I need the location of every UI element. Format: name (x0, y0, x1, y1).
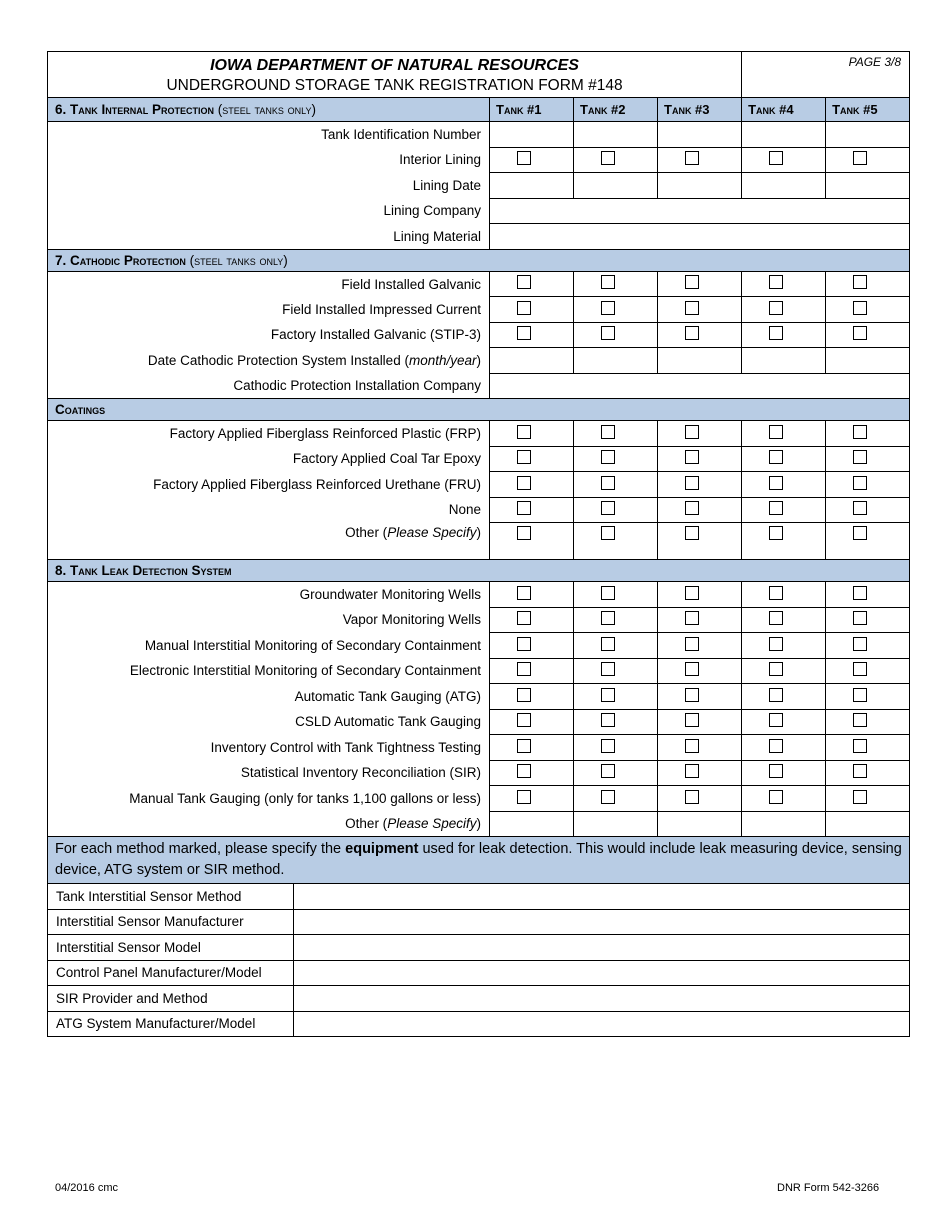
tank-id-label: Tank Identification Number (48, 122, 490, 148)
leak-method-3-checkbox[interactable] (769, 637, 783, 651)
coatings-rows (48, 421, 910, 523)
lining-date-field[interactable] (742, 173, 826, 199)
coating-4-checkbox[interactable] (769, 501, 783, 515)
coating-4-checkbox[interactable] (601, 501, 615, 515)
interior-lining-checkbox[interactable] (601, 151, 615, 165)
cathodic-1-checkbox[interactable] (769, 275, 783, 289)
equipment-row (48, 884, 910, 910)
leak-method-1-row (48, 582, 910, 608)
equipment-field[interactable] (294, 1011, 910, 1037)
cathodic-company-field[interactable] (490, 373, 910, 399)
coating-3-checkbox[interactable] (601, 476, 615, 490)
coatings-other-checkbox[interactable] (769, 526, 783, 540)
cathodic-company-row (48, 373, 910, 399)
cathodic-date-field[interactable] (826, 348, 910, 374)
tank-id-field[interactable] (742, 122, 826, 148)
coating-3-checkbox[interactable] (769, 476, 783, 490)
lining-material-field[interactable] (490, 224, 910, 250)
leak-method-5-row (48, 684, 910, 710)
leak-method-7-checkbox[interactable] (853, 739, 867, 753)
registration-form (47, 51, 909, 1037)
lining-material-label: Lining Material (48, 224, 490, 250)
tank-id-field[interactable] (574, 122, 658, 148)
tank-3-header: Tank #3 (658, 98, 742, 122)
equipment-field[interactable] (294, 960, 910, 986)
coatings-other-label: Other (Please Specify) (48, 523, 490, 560)
form-header (48, 52, 742, 98)
lining-date-field[interactable] (658, 173, 742, 199)
cathodic-3-row (48, 322, 910, 348)
leak-method-4-checkbox[interactable] (853, 662, 867, 676)
equipment-label: Tank Interstitial Sensor Method (48, 884, 294, 910)
equipment-row (48, 1011, 910, 1037)
tank-4-header: Tank #4 (742, 98, 826, 122)
lining-company-field[interactable] (490, 198, 910, 224)
leak-method-5-label: Automatic Tank Gauging (ATG) (48, 684, 490, 710)
coatings-other-checkbox[interactable] (853, 526, 867, 540)
leak-method-6-checkbox[interactable] (769, 713, 783, 727)
tank-id-row (48, 122, 910, 148)
leak-method-7-label: Inventory Control with Tank Tightness Testing (48, 735, 490, 761)
equipment-label: SIR Provider and Method (48, 986, 294, 1012)
leak-method-5-checkbox[interactable] (601, 688, 615, 702)
cathodic-2-row (48, 297, 910, 323)
leak-method-6-checkbox[interactable] (853, 713, 867, 727)
leak-method-8-checkbox[interactable] (601, 764, 615, 778)
leak-method-3-checkbox[interactable] (853, 637, 867, 651)
leak-method-2-row (48, 607, 910, 633)
leak-method-9-checkbox[interactable] (769, 790, 783, 804)
coatings-other-row (48, 523, 910, 560)
footer-form-number: DNR Form 542-3266 (777, 1182, 880, 1194)
coating-4-checkbox[interactable] (685, 501, 699, 515)
leak-method-2-checkbox[interactable] (601, 611, 615, 625)
equipment-label: Control Panel Manufacturer/Model (48, 960, 294, 986)
coating-3-row (48, 472, 910, 498)
leak-method-1-checkbox[interactable] (601, 586, 615, 600)
cathodic-1-checkbox[interactable] (601, 275, 615, 289)
coating-1-checkbox[interactable] (517, 425, 531, 439)
form-title: UNDERGROUND STORAGE TANK REGISTRATION FORM #148 (166, 76, 623, 94)
leak-method-6-label: CSLD Automatic Tank Gauging (48, 709, 490, 735)
equipment-row (48, 960, 910, 986)
leak-method-2-checkbox[interactable] (853, 611, 867, 625)
leak-method-4-checkbox[interactable] (685, 662, 699, 676)
coating-4-label: None (48, 497, 490, 523)
coating-2-checkbox[interactable] (517, 450, 531, 464)
leak-other-field[interactable] (490, 811, 574, 837)
coatings-header: Coatings (48, 399, 910, 421)
leak-method-5-checkbox[interactable] (517, 688, 531, 702)
equipment-field[interactable] (294, 884, 910, 910)
coating-4-checkbox[interactable] (853, 501, 867, 515)
coatings-other-checkbox[interactable] (685, 526, 699, 540)
cathodic-2-checkbox[interactable] (853, 301, 867, 315)
leak-method-1-label: Groundwater Monitoring Wells (48, 582, 490, 608)
cathodic-date-field[interactable] (574, 348, 658, 374)
coating-3-label: Factory Applied Fiberglass Reinforced Urethane (FRU) (48, 472, 490, 498)
leak-method-2-checkbox[interactable] (517, 611, 531, 625)
leak-other-field[interactable] (826, 811, 910, 837)
cathodic-3-checkbox[interactable] (853, 326, 867, 340)
tank-5-header: Tank #5 (826, 98, 910, 122)
leak-method-1-checkbox[interactable] (769, 586, 783, 600)
interior-lining-checkbox[interactable] (517, 151, 531, 165)
coating-2-checkbox[interactable] (601, 450, 615, 464)
leak-method-9-checkbox[interactable] (685, 790, 699, 804)
equipment-field[interactable] (294, 909, 910, 935)
leak-other-field[interactable] (658, 811, 742, 837)
leak-method-7-checkbox[interactable] (517, 739, 531, 753)
cathodic-1-row (48, 271, 910, 297)
leak-method-3-checkbox[interactable] (601, 637, 615, 651)
leak-method-7-checkbox[interactable] (769, 739, 783, 753)
cathodic-2-checkbox[interactable] (517, 301, 531, 315)
coatings-other-checkbox[interactable] (517, 526, 531, 540)
leak-method-8-checkbox[interactable] (685, 764, 699, 778)
coating-1-label: Factory Applied Fiberglass Reinforced Plastic (FRP) (48, 421, 490, 447)
leak-method-4-checkbox[interactable] (601, 662, 615, 676)
leak-method-5-checkbox[interactable] (685, 688, 699, 702)
cathodic-1-checkbox[interactable] (853, 275, 867, 289)
leak-method-5-checkbox[interactable] (853, 688, 867, 702)
equipment-rows (48, 884, 910, 1037)
leak-other-label: Other (Please Specify) (48, 811, 490, 837)
leak-method-5-checkbox[interactable] (769, 688, 783, 702)
cathodic-3-checkbox[interactable] (769, 326, 783, 340)
leak-method-1-checkbox[interactable] (517, 586, 531, 600)
tank-1-header: Tank #1 (490, 98, 574, 122)
equipment-label: Interstitial Sensor Model (48, 935, 294, 961)
leak-other-row (48, 811, 910, 837)
lining-date-row (48, 173, 910, 199)
coating-2-row (48, 446, 910, 472)
cathodic-2-checkbox[interactable] (769, 301, 783, 315)
section-8-header: 8. Tank Leak Detection System (48, 560, 910, 582)
leak-method-4-label: Electronic Interstitial Monitoring of Secondary Containment (48, 658, 490, 684)
coating-1-checkbox[interactable] (769, 425, 783, 439)
lining-company-label: Lining Company (48, 198, 490, 224)
leak-method-1-checkbox[interactable] (853, 586, 867, 600)
interior-lining-checkbox[interactable] (685, 151, 699, 165)
cathodic-date-field[interactable] (742, 348, 826, 374)
cathodic-3-checkbox[interactable] (685, 326, 699, 340)
leak-method-6-checkbox[interactable] (685, 713, 699, 727)
leak-method-8-checkbox[interactable] (517, 764, 531, 778)
coating-2-checkbox[interactable] (769, 450, 783, 464)
leak-method-3-checkbox[interactable] (685, 637, 699, 651)
leak-method-6-row (48, 709, 910, 735)
lining-date-field[interactable] (826, 173, 910, 199)
agency-name: IOWA DEPARTMENT OF NATURAL RESOURCES (210, 56, 579, 74)
coating-3-checkbox[interactable] (685, 476, 699, 490)
coating-4-row (48, 497, 910, 523)
coating-2-checkbox[interactable] (685, 450, 699, 464)
leak-method-8-label: Statistical Inventory Reconciliation (SIR) (48, 760, 490, 786)
cathodic-2-label: Field Installed Impressed Current (48, 297, 490, 323)
leak-method-7-checkbox[interactable] (685, 739, 699, 753)
leak-method-9-label: Manual Tank Gauging (only for tanks 1,100 gallons or less) (48, 786, 490, 812)
leak-method-2-label: Vapor Monitoring Wells (48, 607, 490, 633)
leak-method-7-row (48, 735, 910, 761)
cathodic-2-checkbox[interactable] (685, 301, 699, 315)
leak-method-4-checkbox[interactable] (517, 662, 531, 676)
cathodic-1-checkbox[interactable] (685, 275, 699, 289)
cathodic-date-field[interactable] (658, 348, 742, 374)
coating-4-checkbox[interactable] (517, 501, 531, 515)
interior-lining-checkbox[interactable] (853, 151, 867, 165)
lining-material-row (48, 224, 910, 250)
tank-id-field[interactable] (658, 122, 742, 148)
leak-method-4-row (48, 658, 910, 684)
equipment-field[interactable] (294, 986, 910, 1012)
leak-method-1-checkbox[interactable] (685, 586, 699, 600)
lining-date-field[interactable] (574, 173, 658, 199)
footer-date: 04/2016 cmc (55, 1182, 118, 1194)
coating-3-checkbox[interactable] (853, 476, 867, 490)
lining-date-label: Lining Date (48, 173, 490, 199)
leak-method-6-checkbox[interactable] (601, 713, 615, 727)
coating-1-row (48, 421, 910, 447)
equipment-label: ATG System Manufacturer/Model (48, 1011, 294, 1037)
leak-method-2-checkbox[interactable] (769, 611, 783, 625)
cathodic-3-label: Factory Installed Galvanic (STIP-3) (48, 322, 490, 348)
cathodic-rows (48, 271, 910, 348)
coating-3-checkbox[interactable] (517, 476, 531, 490)
leak-other-field[interactable] (574, 811, 658, 837)
equipment-note: For each method marked, please specify the equipment used for leak detection. This would include leak measuring device, sensing device, ATG system or SIR method. (48, 837, 910, 884)
coatings-other-checkbox[interactable] (601, 526, 615, 540)
leak-method-8-checkbox[interactable] (769, 764, 783, 778)
coating-2-checkbox[interactable] (853, 450, 867, 464)
tank-id-field[interactable] (826, 122, 910, 148)
leak-method-3-checkbox[interactable] (517, 637, 531, 651)
leak-method-3-row (48, 633, 910, 659)
cathodic-company-label: Cathodic Protection Installation Company (48, 373, 490, 399)
lining-company-row (48, 198, 910, 224)
leak-method-8-checkbox[interactable] (853, 764, 867, 778)
leak-method-9-checkbox[interactable] (601, 790, 615, 804)
cathodic-1-checkbox[interactable] (517, 275, 531, 289)
leak-method-9-checkbox[interactable] (517, 790, 531, 804)
equipment-field[interactable] (294, 935, 910, 961)
leak-method-9-checkbox[interactable] (853, 790, 867, 804)
equipment-row (48, 909, 910, 935)
leak-method-2-checkbox[interactable] (685, 611, 699, 625)
leak-method-8-row (48, 760, 910, 786)
leak-method-4-checkbox[interactable] (769, 662, 783, 676)
cathodic-date-row (48, 348, 910, 374)
interior-lining-row (48, 147, 910, 173)
cathodic-1-label: Field Installed Galvanic (48, 271, 490, 297)
leak-other-field[interactable] (742, 811, 826, 837)
leak-detection-rows (48, 582, 910, 812)
cathodic-date-field[interactable] (490, 348, 574, 374)
coating-1-checkbox[interactable] (853, 425, 867, 439)
leak-method-6-checkbox[interactable] (517, 713, 531, 727)
coating-1-checkbox[interactable] (685, 425, 699, 439)
cathodic-3-checkbox[interactable] (517, 326, 531, 340)
page-number: PAGE 3/8 (742, 52, 910, 98)
section-7-header: 7. Cathodic Protection (steel tanks only) (48, 249, 910, 271)
interior-lining-checkbox[interactable] (769, 151, 783, 165)
leak-method-7-checkbox[interactable] (601, 739, 615, 753)
equipment-label: Interstitial Sensor Manufacturer (48, 909, 294, 935)
equipment-row (48, 935, 910, 961)
section-6-header: 6. Tank Internal Protection (steel tanks only) (48, 98, 490, 122)
cathodic-date-label: Date Cathodic Protection System Installed (month/year) (48, 348, 490, 374)
leak-method-9-row (48, 786, 910, 812)
cathodic-2-checkbox[interactable] (601, 301, 615, 315)
coating-2-label: Factory Applied Coal Tar Epoxy (48, 446, 490, 472)
interior-lining-label: Interior Lining (48, 147, 490, 173)
equipment-row (48, 986, 910, 1012)
leak-method-3-label: Manual Interstitial Monitoring of Secondary Containment (48, 633, 490, 659)
coating-1-checkbox[interactable] (601, 425, 615, 439)
tank-2-header: Tank #2 (574, 98, 658, 122)
tank-id-field[interactable] (490, 122, 574, 148)
cathodic-3-checkbox[interactable] (601, 326, 615, 340)
lining-date-field[interactable] (490, 173, 574, 199)
